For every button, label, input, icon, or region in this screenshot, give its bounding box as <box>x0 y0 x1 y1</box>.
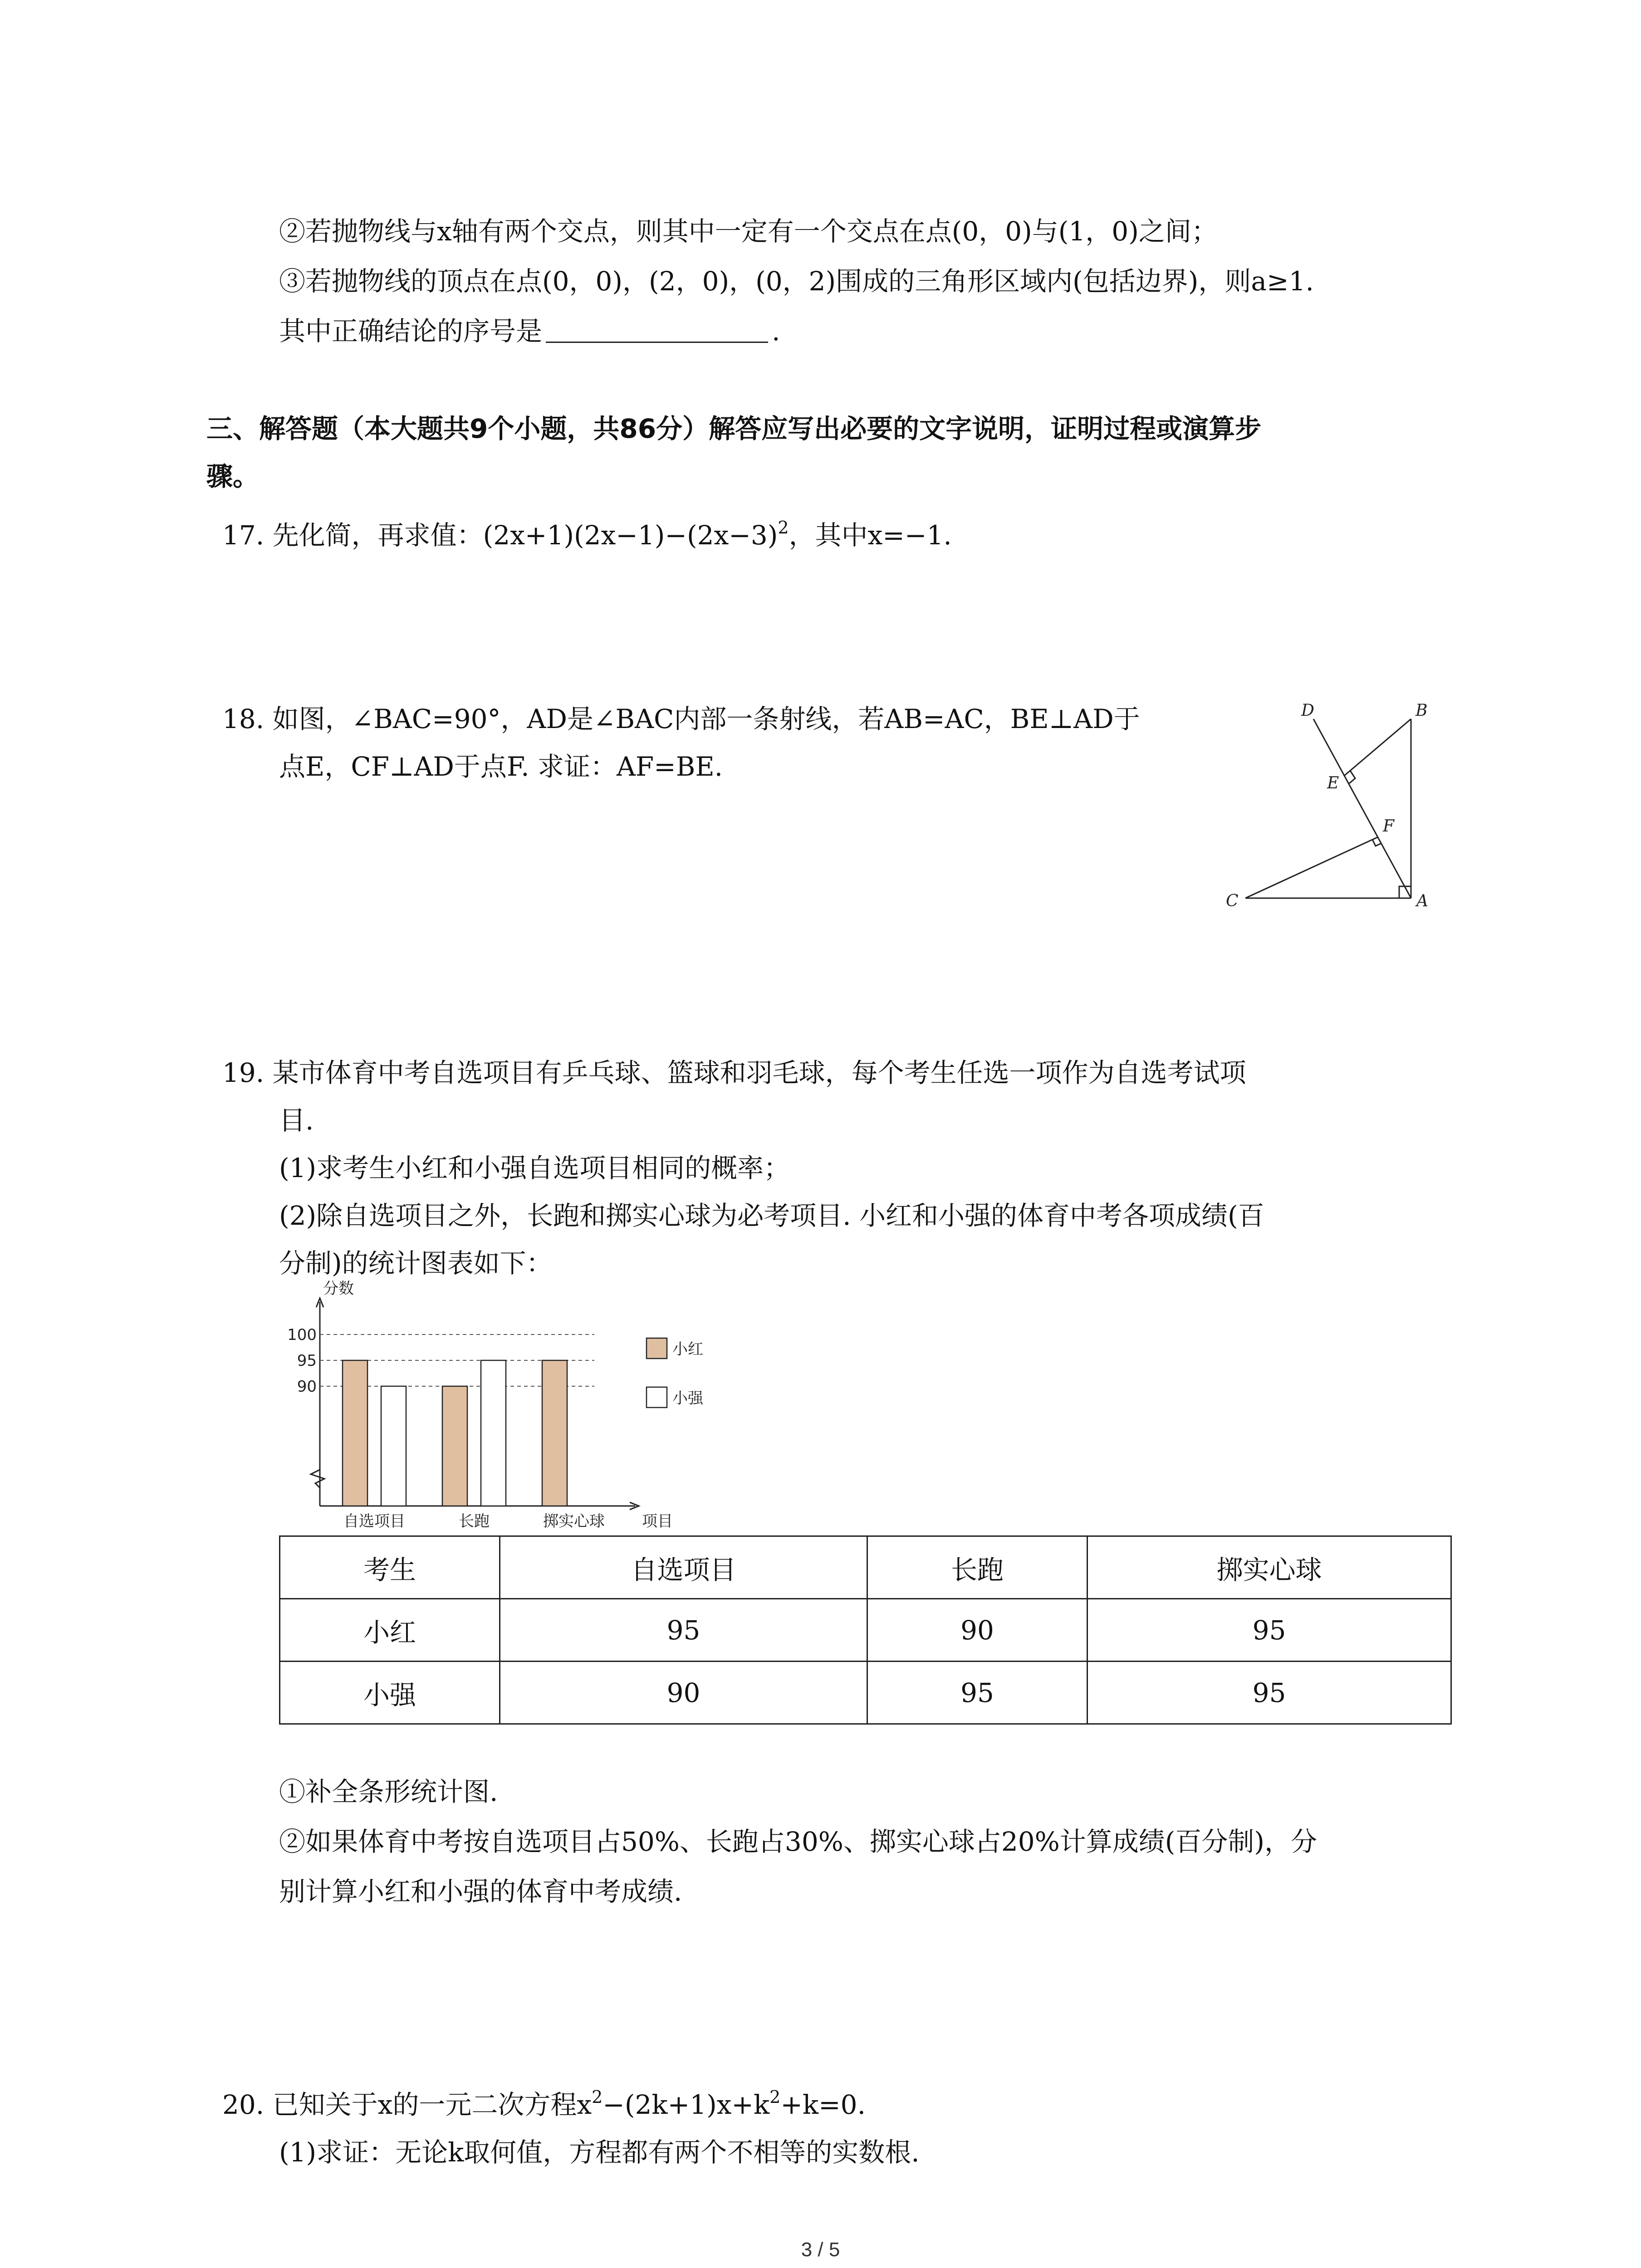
legend-label: 小强 <box>672 1389 703 1408</box>
question-19-part2-cont: 分制)的统计图表如下： <box>279 1248 553 1279</box>
bar <box>343 1360 367 1506</box>
header-student: 考生 <box>280 1536 500 1599</box>
label-f: F <box>1383 817 1394 836</box>
q20-text-end: +k=0. <box>780 2089 866 2120</box>
y-tick-label: 90 <box>297 1378 317 1396</box>
header-elective: 自选项目 <box>500 1536 867 1599</box>
y-axis-label: 分数 <box>323 1280 354 1298</box>
question-20-part1: (1)求证：无论k取何值，方程都有两个不相等的实数根. <box>279 2137 920 2168</box>
question-20 <box>222 2087 866 2123</box>
cell-name: 小强 <box>280 1662 500 1724</box>
answer-prompt-text: 其中正确结论的序号是 <box>279 316 543 347</box>
x-tick-label: 长跑 <box>459 1512 490 1530</box>
segment-cf <box>1245 837 1378 898</box>
axis-break <box>311 1470 324 1488</box>
cell-name: 小红 <box>280 1599 500 1662</box>
cell-score: 95 <box>500 1599 867 1662</box>
segment-ad <box>1313 719 1411 898</box>
legend-label: 小红 <box>672 1340 703 1359</box>
bar-chart <box>277 1275 740 1533</box>
label-e: E <box>1327 774 1339 792</box>
option-2: ②若抛物线与x轴有两个交点，则其中一定有一个交点在点(0，0)与(1，0)之间； <box>279 216 1218 247</box>
table-row <box>280 1599 1451 1662</box>
question-18-cont: 点E，CF⊥AD于点F. 求证：AF=BE. <box>279 751 723 782</box>
y-tick-label: 100 <box>287 1326 317 1344</box>
header-running: 长跑 <box>867 1536 1087 1599</box>
label-a: A <box>1416 892 1428 910</box>
question-19-sub2-cont: 别计算小红和小强的体育中考成绩. <box>279 1876 682 1907</box>
label-c: C <box>1226 892 1239 910</box>
y-tick-label: 95 <box>297 1352 317 1370</box>
cell-score: 95 <box>867 1662 1087 1724</box>
option-3: ③若抛物线的顶点在点(0，0)，(2，0)，(0，2)围成的三角形区域内(包括边界)，则a≥1. <box>279 266 1314 297</box>
question-19-sub1: ①补全条形统计图. <box>279 1776 498 1807</box>
label-b: B <box>1416 701 1428 720</box>
section-3-heading-cont: 骤。 <box>206 461 260 492</box>
table-row <box>280 1662 1451 1724</box>
q17-exponent: 2 <box>778 518 789 538</box>
header-shotput: 掷实心球 <box>1087 1536 1451 1599</box>
q17-text: 17. 先化简，再求值：(2x+1)(2x−1)−(2x−3) <box>222 520 778 551</box>
bar <box>481 1360 506 1506</box>
bar <box>381 1386 406 1506</box>
scores-table <box>279 1535 1452 1725</box>
q17-text-end: ，其中x=−1. <box>789 520 952 551</box>
q20-exponent-1: 2 <box>592 2087 603 2107</box>
legend-swatch <box>647 1338 667 1359</box>
question-19-sub2: ②如果体育中考按自选项目占50%、长跑占30%、掷实心球占20%计算成绩(百分制)，分 <box>279 1826 1318 1857</box>
question-18: 18. 如图，∠BAC=90°，AD是∠BAC内部一条射线，若AB=AC，BE⊥AD于 <box>222 704 1140 734</box>
cell-score: 90 <box>500 1662 867 1724</box>
q20-text: 20. 已知关于x的一元二次方程x <box>222 2089 592 2120</box>
legend-swatch <box>647 1387 667 1408</box>
geometry-figure <box>1216 699 1452 921</box>
bar <box>542 1360 567 1506</box>
x-tick-label: 自选项目 <box>343 1512 405 1530</box>
right-angle-e <box>1349 771 1355 783</box>
answer-prompt <box>279 313 780 349</box>
bar <box>442 1386 467 1506</box>
q20-text-mid: −(2k+1)x+k <box>603 2089 770 2120</box>
cell-score: 90 <box>867 1599 1087 1662</box>
page-number: 3 / 5 <box>801 2239 840 2261</box>
x-axis-label: 项目 <box>642 1512 673 1530</box>
question-19-part2: (2)除自选项目之外，长跑和掷实心球为必考项目. 小红和小强的体育中考各项成绩(百 <box>279 1200 1264 1231</box>
answer-prompt-end: . <box>772 316 780 347</box>
table-header-row <box>280 1536 1451 1599</box>
answer-blank <box>546 316 768 343</box>
cell-score: 95 <box>1087 1599 1451 1662</box>
section-3-heading: 三、解答题（本大题共9个小题，共86分）解答应写出必要的文字说明，证明过程或演算步 <box>206 413 1262 444</box>
question-19-cont: 目. <box>279 1105 314 1136</box>
question-19: 19. 某市体育中考自选项目有乒乓球、篮球和羽毛球，每个考生任选一项作为自选考试项 <box>222 1057 1246 1088</box>
question-17 <box>222 517 952 553</box>
segment-be <box>1344 719 1411 776</box>
label-d: D <box>1301 701 1314 720</box>
question-19-part1: (1)求考生小红和小强自选项目相同的概率； <box>279 1153 790 1183</box>
x-tick-label: 掷实心球 <box>543 1512 605 1530</box>
q20-exponent-2: 2 <box>769 2087 781 2107</box>
cell-score: 95 <box>1087 1662 1451 1724</box>
